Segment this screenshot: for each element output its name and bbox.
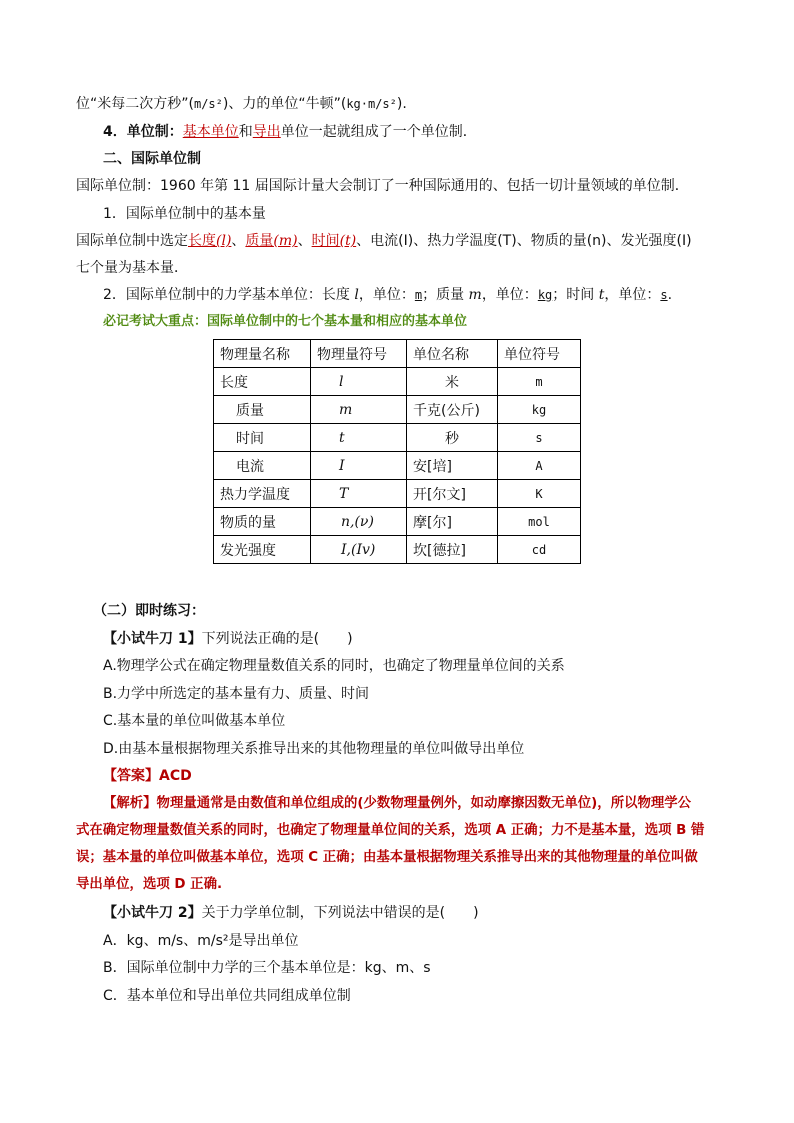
derived-term: 导出 — [252, 124, 281, 140]
sub2-d: ，单位： — [481, 287, 538, 303]
length-symbol: (l) — [216, 233, 232, 249]
table-cell: m — [311, 396, 407, 424]
table-header-row — [214, 340, 581, 368]
item4-line — [103, 123, 477, 141]
q1-analysis-l2: 式在确定物理量数值关系的同时，也确定了物理量单位间的关系，选项 A 正确；力不是基本量，选项 B 错 — [76, 823, 705, 838]
time-symbol: (t) — [339, 233, 357, 249]
table-cell: n,(ν) — [311, 508, 407, 536]
table-cell: 摩[尔] — [407, 508, 498, 536]
item4-and: 和 — [238, 124, 253, 140]
table-row — [214, 424, 581, 452]
table-cell: 质量 — [214, 396, 311, 424]
si-base-units-table — [213, 339, 581, 564]
table-cell: 长度 — [214, 368, 311, 396]
sub1-rest: 、电流(I)、热力学温度(T)、物质的量(n)、发光强度(I) — [356, 233, 692, 249]
table-header: 单位符号 — [498, 340, 581, 368]
sub2-s-unit: s — [660, 288, 668, 302]
q1-analysis-l4: 导出单位，选项 D 正确. — [76, 877, 223, 892]
q1-analysis-l1: 【解析】物理量通常是由数值和单位组成的(少数物理量例外，如动摩擦因数无单位)，所以物理学公 — [103, 796, 692, 811]
table-cell: 热力学温度 — [214, 480, 311, 508]
table-row — [214, 508, 581, 536]
sub2-t: t — [598, 287, 605, 303]
table-cell: A — [498, 452, 581, 480]
table-cell: l — [311, 368, 407, 396]
sub2-kg-unit: kg — [537, 288, 553, 302]
table-cell: m — [498, 368, 581, 396]
sub2-f: ，单位： — [604, 287, 661, 303]
item4-rest: 单位一起就组成了一个单位制． — [280, 124, 477, 140]
time-term: 时间 — [311, 233, 340, 249]
table-cell: 时间 — [214, 424, 311, 452]
q2-tag: 【小试牛刀 2】 — [103, 905, 202, 921]
si-definition: 国际单位制：1960 年第 11 届国际计量大会制订了一种国际通用的、包括一切计量领域的单位制． — [76, 178, 689, 194]
practice-title: （二）即时练习： — [93, 603, 205, 619]
sub1-pre: 国际单位制中选定 — [76, 233, 188, 249]
item4-heading: 单位制： — [126, 124, 183, 140]
table-row — [214, 536, 581, 564]
q1-stem: 下列说法正确的是( ) — [201, 631, 353, 647]
table-header: 物理量符号 — [311, 340, 407, 368]
sub2-e: ；时间 — [552, 287, 599, 303]
q1-option-c: C.基本量的单位叫做基本单位 — [103, 713, 286, 729]
sep1: 、 — [231, 233, 246, 249]
intro-text-c: )、力的单位“牛顿”( — [222, 96, 347, 112]
q2-option-c: C．基本单位和导出单位共同组成单位制 — [103, 988, 351, 1004]
length-term: 长度 — [188, 233, 216, 249]
table-cell: I,(Iv) — [311, 536, 407, 564]
q2-option-b: B．国际单位制中力学的三个基本单位是：kg、m、s — [103, 960, 431, 976]
sub2-m-unit: m — [414, 288, 423, 302]
section-title: 二、国际单位制 — [103, 151, 201, 167]
table-cell: 米 — [407, 368, 498, 396]
table-row — [214, 396, 581, 424]
mass-term: 质量 — [245, 233, 274, 249]
sub1-body-line2: 七个量为基本量． — [76, 260, 188, 276]
sub2-mass-sym: m — [468, 287, 482, 303]
item4-number: 4． — [103, 124, 127, 140]
table-row — [214, 368, 581, 396]
table-cell: s — [498, 424, 581, 452]
newton-unit: kg·m/s² — [346, 97, 397, 111]
table-cell: I — [311, 452, 407, 480]
q2-stem: 关于力学单位制，下列说法中错误的是( ) — [201, 905, 479, 921]
key-point: 必记考试大重点：国际单位制中的七个基本量和相应的基本单位 — [103, 314, 468, 329]
q1-option-b: B.力学中所选定的基本量有力、质量、时间 — [103, 686, 370, 702]
sub2-l: l — [354, 287, 359, 303]
q1-stem-line — [103, 630, 353, 648]
q1-tag: 【小试牛刀 1】 — [103, 631, 202, 647]
q1-option-a: A.物理学公式在确定物理量数值关系的同时，也确定了物理量单位间的关系 — [103, 658, 565, 674]
table-cell: 千克(公斤) — [407, 396, 498, 424]
sub1-body-line1 — [76, 232, 692, 250]
table-cell: cd — [498, 536, 581, 564]
table-cell: K — [498, 480, 581, 508]
sub2-line — [103, 286, 672, 304]
table-cell: mol — [498, 508, 581, 536]
q2-stem-line — [103, 904, 479, 922]
table-row — [214, 452, 581, 480]
table-cell: 秒 — [407, 424, 498, 452]
q1-option-d: D.由基本量根据物理关系推导出来的其他物理量的单位叫做导出单位 — [103, 741, 525, 757]
table-cell: kg — [498, 396, 581, 424]
intro-text-e: ). — [396, 96, 407, 112]
intro-text-a: 位“米每二次方秒”( — [76, 96, 194, 112]
table-cell: 电流 — [214, 452, 311, 480]
base-unit-term: 基本单位 — [182, 124, 239, 140]
table-cell: 坎[德拉] — [407, 536, 498, 564]
table-cell: 开[尔文] — [407, 480, 498, 508]
intro-line — [76, 95, 407, 113]
q2-option-a: A．kg、m/s、m/s²是导出单位 — [103, 933, 299, 949]
table-header: 单位名称 — [407, 340, 498, 368]
sep2: 、 — [297, 233, 312, 249]
q1-analysis-l3: 误；基本量的单位叫做基本单位，选项 C 正确；由基本量根据物理关系推导出来的其他物理量的单位叫做 — [76, 850, 698, 865]
sub2-g: . — [667, 287, 673, 303]
mass-symbol: (m) — [273, 233, 298, 249]
table-cell: 发光强度 — [214, 536, 311, 564]
sub2-c: ；质量 — [422, 287, 469, 303]
sub2-a: 2．国际单位制中的力学基本单位：长度 — [103, 287, 355, 303]
q1-answer: 【答案】ACD — [103, 768, 192, 784]
table-cell: 物质的量 — [214, 508, 311, 536]
table-row — [214, 480, 581, 508]
table-cell: t — [311, 424, 407, 452]
sub1-heading: 1．国际单位制中的基本量 — [103, 206, 266, 222]
accel-unit: m/s² — [193, 97, 223, 111]
sub2-b: ，单位： — [358, 287, 415, 303]
table-cell: 安[培] — [407, 452, 498, 480]
table-cell: T — [311, 480, 407, 508]
table-header: 物理量名称 — [214, 340, 311, 368]
